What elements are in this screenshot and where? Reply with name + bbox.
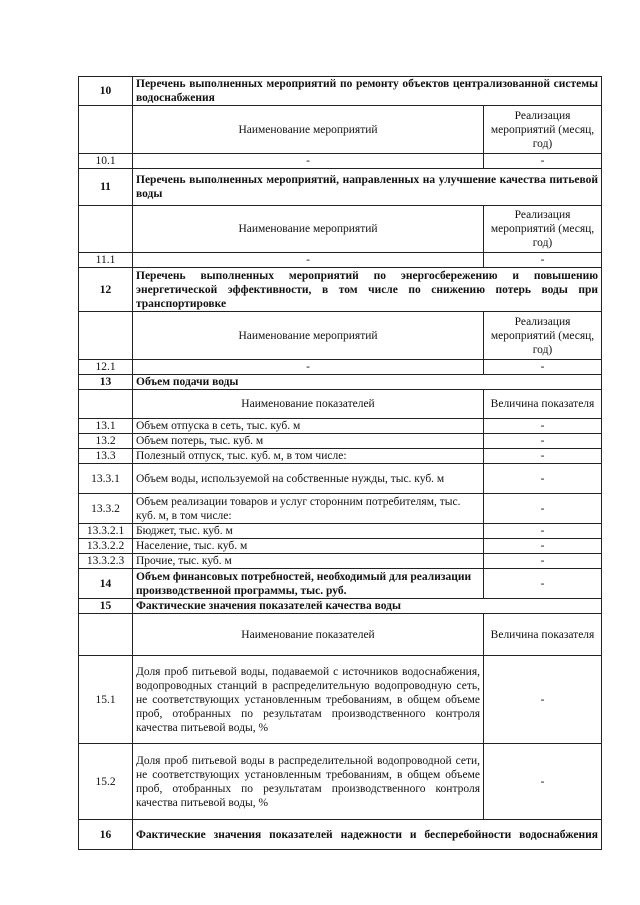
table-row <box>79 539 602 554</box>
row-text: Объем реализации товаров и услуг сторонним потребителям, тыс. куб. м, в том числе: <box>133 494 484 524</box>
value-header: Величина показателя <box>484 390 602 419</box>
row-text: Население, тыс. куб. м <box>133 539 484 554</box>
section-title: Объем подачи воды <box>133 375 602 390</box>
table-row <box>79 656 602 744</box>
column-header-row <box>79 312 602 360</box>
row-number: 10 <box>79 77 133 106</box>
row-text: - <box>133 154 484 169</box>
table-row <box>79 744 602 820</box>
row-text: Доля проб питьевой воды, подаваемой с источников водоснабжения, водопроводных станций в распределительную водопроводную сеть, не соответствующих установленным требованиям, в общем объеме проб, отобранных по результатам производственного контроля качества питьевой воды, % <box>133 656 484 744</box>
row-value: - <box>484 539 602 554</box>
row-number: 11.1 <box>79 253 133 268</box>
empty-cell <box>79 206 133 253</box>
row-number: 13.3.2.3 <box>79 554 133 569</box>
row-number: 15.2 <box>79 744 133 820</box>
row-value: - <box>484 744 602 820</box>
row-number: 11 <box>79 169 133 206</box>
column-header-row <box>79 206 602 253</box>
row-value: - <box>484 494 602 524</box>
section-title: Объем финансовых потребностей, необходимый для реализации производственной программы, тыс. руб. <box>133 569 484 599</box>
row-value: - <box>484 554 602 569</box>
section-row-14 <box>79 569 602 599</box>
table-row <box>79 360 602 375</box>
row-number: 10.1 <box>79 154 133 169</box>
row-number: 13.1 <box>79 419 133 434</box>
table-row <box>79 464 602 494</box>
table-row <box>79 449 602 464</box>
section-row-11 <box>79 169 602 206</box>
empty-cell <box>79 312 133 360</box>
row-value: - <box>484 154 602 169</box>
empty-cell <box>79 614 133 656</box>
value-header: Реализация мероприятий (месяц, год) <box>484 206 602 253</box>
row-number: 13.3 <box>79 449 133 464</box>
table-row <box>79 524 602 539</box>
column-header-row <box>79 614 602 656</box>
row-number: 13.3.2.2 <box>79 539 133 554</box>
section-row-15 <box>79 599 602 614</box>
row-number: 13 <box>79 375 133 390</box>
row-text: Объем потерь, тыс. куб. м <box>133 434 484 449</box>
section-row-16 <box>79 820 602 850</box>
row-value: - <box>484 449 602 464</box>
row-text: Объем воды, используемой на собственные нужды, тыс. куб. м <box>133 464 484 494</box>
value-header: Реализация мероприятий (месяц, год) <box>484 106 602 154</box>
value-header: Величина показателя <box>484 614 602 656</box>
table-row <box>79 419 602 434</box>
name-header: Наименование мероприятий <box>133 312 484 360</box>
row-text: Бюджет, тыс. куб. м <box>133 524 484 539</box>
row-text: Объем отпуска в сеть, тыс. куб. м <box>133 419 484 434</box>
row-value: - <box>484 419 602 434</box>
row-text: - <box>133 253 484 268</box>
report-table <box>78 76 602 850</box>
section-row-13 <box>79 375 602 390</box>
row-text: Полезный отпуск, тыс. куб. м, в том числе: <box>133 449 484 464</box>
column-header-row <box>79 390 602 419</box>
row-value: - <box>484 434 602 449</box>
section-row-10 <box>79 77 602 106</box>
column-header-row <box>79 106 602 154</box>
row-value: - <box>484 656 602 744</box>
row-number: 13.3.2 <box>79 494 133 524</box>
row-value: - <box>484 569 602 599</box>
row-text: - <box>133 360 484 375</box>
table-row <box>79 434 602 449</box>
row-number: 13.3.1 <box>79 464 133 494</box>
name-header: Наименование показателей <box>133 390 484 419</box>
table-row <box>79 154 602 169</box>
row-value: - <box>484 464 602 494</box>
row-number: 12.1 <box>79 360 133 375</box>
table-row <box>79 554 602 569</box>
empty-cell <box>79 106 133 154</box>
name-header: Наименование мероприятий <box>133 106 484 154</box>
row-number: 13.3.2.1 <box>79 524 133 539</box>
row-value: - <box>484 524 602 539</box>
section-title: Фактические значения показателей качества воды <box>133 599 602 614</box>
row-number: 15 <box>79 599 133 614</box>
row-number: 12 <box>79 268 133 312</box>
section-row-12 <box>79 268 602 312</box>
section-title: Перечень выполненных мероприятий, направленных на улучшение качества питьевой воды <box>133 169 602 206</box>
table-row <box>79 253 602 268</box>
section-title: Фактические значения показателей надежности и бесперебойности водоснабжения <box>133 820 602 850</box>
row-number: 16 <box>79 820 133 850</box>
row-value: - <box>484 360 602 375</box>
name-header: Наименование мероприятий <box>133 206 484 253</box>
row-number: 15.1 <box>79 656 133 744</box>
section-title: Перечень выполненных мероприятий по энергосбережению и повышению энергетической эффективности, в том числе по снижению потерь воды при транспортировке <box>133 268 602 312</box>
section-title: Перечень выполненных мероприятий по ремонту объектов централизованной системы водоснабжения <box>133 77 602 106</box>
row-number: 13.2 <box>79 434 133 449</box>
table-row <box>79 494 602 524</box>
row-value: - <box>484 253 602 268</box>
row-text: Прочие, тыс. куб. м <box>133 554 484 569</box>
value-header: Реализация мероприятий (месяц, год) <box>484 312 602 360</box>
name-header: Наименование показателей <box>133 614 484 656</box>
empty-cell <box>79 390 133 419</box>
row-number: 14 <box>79 569 133 599</box>
row-text: Доля проб питьевой воды в распределительной водопроводной сети, не соответствующих установленным требованиям, в общем объеме проб, отобранных по результатам производственного контроля качества питьевой воды, % <box>133 744 484 820</box>
